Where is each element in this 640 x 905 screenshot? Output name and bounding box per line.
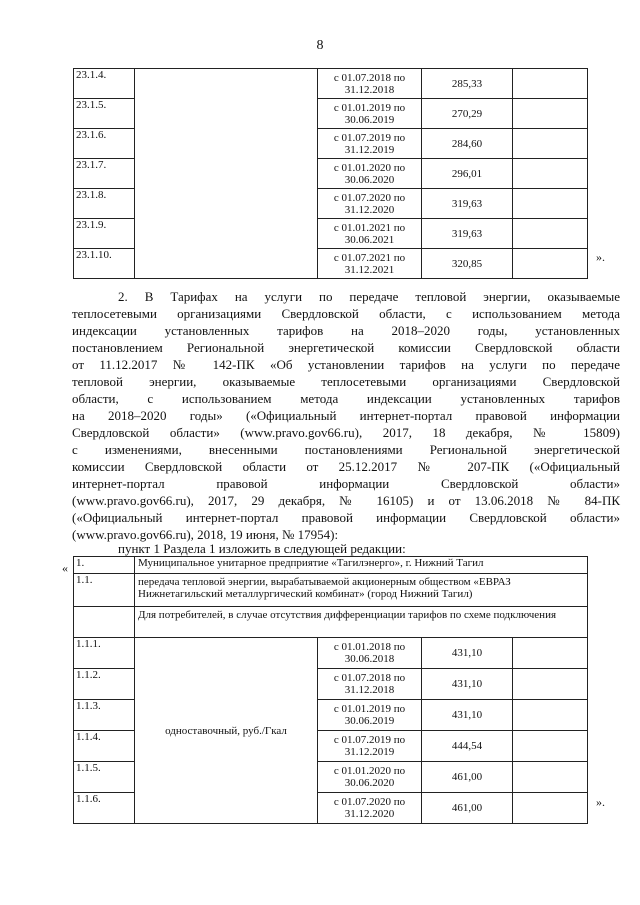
row-number: 1.1.3. (74, 700, 135, 731)
period-line: с 01.01.2018 по (333, 641, 406, 653)
period-cell (318, 793, 422, 824)
paragraph-line: интернет-портал правовой информации Свердловской области» (72, 476, 620, 491)
paragraph-line: (www.pravo.gov66.ru), 2017, 29 декабря, № 16105) и от 13.06.2018 № 84-ПК (72, 493, 620, 508)
paragraph-line: постановлением Региональной энергетической комиссии Свердловской области (72, 340, 620, 355)
paragraph-line: (www.pravo.gov66.ru), 2018, 19 июня, № 17954): (72, 527, 339, 542)
period-line: с 01.07.2020 по (333, 796, 406, 808)
period-line: с 01.07.2020 по (333, 191, 406, 204)
empty-cell (74, 607, 135, 638)
period-cell (318, 99, 422, 129)
paragraph-line: с изменениями, внесенными постановлениями Региональной энергетической (72, 442, 620, 457)
amendment-paragraph (72, 288, 620, 543)
paragraph-line: на 2018–2020 годы» («Официальный интернет-портал правовой информации (72, 408, 620, 423)
period-line: с 01.07.2018 по (333, 672, 406, 684)
period-line: 31.12.2019 (344, 143, 395, 156)
tariff-value: 284,60 (422, 129, 513, 159)
period-line: с 01.07.2019 по (333, 131, 406, 144)
period-line: 31.12.2020 (344, 203, 395, 216)
period-cell (318, 219, 422, 249)
tariff-value: 431,10 (422, 638, 513, 669)
table-row (74, 69, 588, 99)
period-line: с 01.01.2020 по (333, 161, 406, 174)
paragraph-line: 2. В Тарифах на услуги по передаче тепловой энергии, оказываемые (118, 289, 620, 304)
paragraph-line: Свердловской области» (www.pravo.gov66.ru), 2017, 18 декабря, № 15809) (72, 425, 620, 440)
period-line: 31.12.2018 (344, 83, 395, 96)
instruction-line: пункт 1 Раздела 1 изложить в следующей редакции: (118, 541, 406, 556)
paragraph-line: индексации установленных тарифов на 2018–2020 годы, установленных (72, 323, 620, 338)
period-cell (318, 700, 422, 731)
row-number: 1.1.5. (74, 762, 135, 793)
empty-cell (513, 189, 588, 219)
tariff-value: 319,63 (422, 189, 513, 219)
table-row (74, 638, 588, 669)
period-line: 30.06.2020 (344, 173, 395, 186)
period-line: с 01.01.2019 по (333, 101, 406, 114)
empty-cell (513, 129, 588, 159)
row-number: 1.1.6. (74, 793, 135, 824)
tariff-value: 320,85 (422, 249, 513, 279)
period-line: 30.06.2018 (344, 653, 395, 665)
tariff-value: 431,10 (422, 700, 513, 731)
empty-cell (513, 638, 588, 669)
period-line: с 01.07.2019 по (333, 734, 406, 746)
period-line: 30.06.2019 (344, 113, 395, 126)
period-line: с 01.01.2019 по (333, 703, 406, 715)
paragraph-line: тепловой энергии, оказываемые теплосетевыми организациями Свердловской (72, 374, 620, 389)
tariff-value: 431,10 (422, 669, 513, 700)
consumer-group: Для потребителей, в случае отсутствия дифференциации тарифов по схеме подключения (135, 607, 588, 638)
period-cell (318, 69, 422, 99)
period-cell (318, 159, 422, 189)
empty-cell (513, 69, 588, 99)
tariff-value: 444,54 (422, 731, 513, 762)
tariff-value: 461,00 (422, 793, 513, 824)
tariff-value: 296,01 (422, 159, 513, 189)
period-cell (318, 762, 422, 793)
period-line: 30.06.2019 (344, 715, 395, 727)
row-number: 1.1. (74, 574, 135, 607)
tariff-type-cell (135, 69, 318, 279)
tariff-value: 319,63 (422, 219, 513, 249)
paragraph-line: области, с использованием метода индексации установленных тарифов (72, 391, 620, 406)
tariff-table-new-edition (73, 556, 588, 824)
period-cell (318, 129, 422, 159)
period-line: 31.12.2019 (344, 746, 395, 758)
row-number: 23.1.8. (74, 189, 135, 219)
service-description: передача тепловой энергии, вырабатываемой акционерным обществом «ЕВРАЗ Нижнетагильский металлургический комбинат» (город Нижний Тагил) (135, 574, 588, 607)
empty-cell (513, 249, 588, 279)
paragraph-line: теплосетевыми организациями Свердловской области, с использованием метода (72, 306, 620, 321)
empty-cell (513, 159, 588, 189)
row-number: 1.1.1. (74, 638, 135, 669)
row-number: 1.1.4. (74, 731, 135, 762)
row-number: 23.1.5. (74, 99, 135, 129)
period-line: 31.12.2021 (344, 263, 395, 276)
tariff-table-continuation (73, 68, 588, 279)
closing-quote-2: ». (596, 795, 605, 809)
period-line: 31.12.2018 (344, 684, 395, 696)
paragraph-line: («Официальный интернет-портал правовой информации Свердловской области» (72, 510, 620, 525)
opening-quote: « (62, 561, 68, 575)
tariff-value: 461,00 (422, 762, 513, 793)
row-number: 23.1.6. (74, 129, 135, 159)
table-row (74, 557, 588, 574)
empty-cell (513, 731, 588, 762)
period-cell (318, 189, 422, 219)
row-number: 23.1.7. (74, 159, 135, 189)
period-line: с 01.01.2021 по (333, 221, 406, 234)
empty-cell (513, 793, 588, 824)
row-number: 23.1.4. (74, 69, 135, 99)
table-row (74, 574, 588, 607)
table-row (74, 607, 588, 638)
period-cell (318, 249, 422, 279)
row-number: 1. (74, 557, 135, 574)
period-cell (318, 669, 422, 700)
paragraph-line: от 11.12.2017 № 142-ПК «Об установлении тарифов на услуги по передаче (72, 357, 620, 372)
row-number: 1.1.2. (74, 669, 135, 700)
page-number: 8 (316, 38, 324, 53)
tariff-value: 285,33 (422, 69, 513, 99)
row-number: 23.1.10. (74, 249, 135, 279)
organization-name: Муниципальное унитарное предприятие «Тагилэнерго», г. Нижний Тагил (135, 557, 588, 574)
period-line: с 01.01.2020 по (333, 765, 406, 777)
empty-cell (513, 669, 588, 700)
tariff-type-cell: одноставочный, руб./Гкал (135, 638, 318, 824)
period-line: с 01.07.2021 по (333, 251, 406, 264)
paragraph-line: комиссии Свердловской области от 25.12.2017 № 207-ПК («Официальный (72, 459, 620, 474)
empty-cell (513, 99, 588, 129)
empty-cell (513, 762, 588, 793)
period-cell (318, 731, 422, 762)
row-number: 23.1.9. (74, 219, 135, 249)
period-line: 30.06.2021 (344, 233, 395, 246)
closing-quote: ». (596, 250, 605, 264)
empty-cell (513, 700, 588, 731)
period-line: 31.12.2020 (344, 808, 395, 820)
tariff-value: 270,29 (422, 99, 513, 129)
period-line: 30.06.2020 (344, 777, 395, 789)
period-cell (318, 638, 422, 669)
period-line: с 01.07.2018 по (333, 71, 406, 84)
empty-cell (513, 219, 588, 249)
